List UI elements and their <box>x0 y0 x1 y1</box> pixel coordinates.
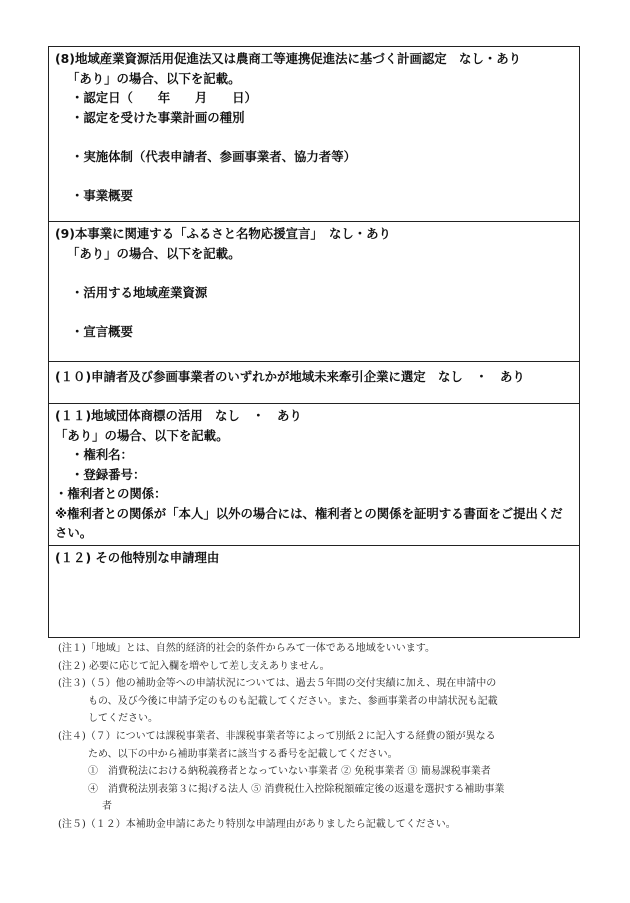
section-11-warning: ※権利者との関係が「本人」以外の場合には、権利者との関係を証明する書面をご提出ください。 <box>55 505 563 540</box>
footnotes <box>58 640 588 834</box>
section-9-declaration: ・宣言概要 <box>71 323 133 339</box>
section-9-if-yes: 「あり」の場合、以下を記載。 <box>67 245 241 261</box>
section-8-if-yes: 「あり」の場合、以下を記載。 <box>67 70 241 86</box>
application-form-table <box>48 46 580 638</box>
section-8-title: (8)地域産業資源活用促進法又は農商工等連携促進法に基づく計画認定 なし・あり <box>55 51 522 66</box>
note-2: (注２) 必要に応じて記入欄を増やして差し支えありません。 <box>58 660 330 672</box>
section-12 <box>49 545 579 637</box>
note-3-line-1: (注３)（５）他の補助金等への申請状況については、過去５年間の交付実績に加え、現在申請中の <box>58 678 497 690</box>
note-4-line-2: ため、以下の中から補助事業者に該当する番号を記載してください。 <box>88 748 398 760</box>
note-4-option-line-2: ④ 消費税法別表第３に掲げる法人 ⑤ 消費税仕入控除税額確定後の返還を選択する補助事業 <box>88 783 505 795</box>
note-3-line-3: してください。 <box>88 713 158 725</box>
section-11-right-name: ・権利名： <box>71 447 133 462</box>
note-4-line-1: (注４)（７）については課税事業者、非課税事業者等によって別紙２に記入する経費の額が異なる <box>58 730 496 742</box>
section-9 <box>49 221 579 361</box>
section-11-relation: ・権利者との関係： <box>55 486 167 501</box>
note-1: (注１)「地域」とは、自然的経済的社会的条件からみて一体である地域をいいます。 <box>58 643 436 654</box>
section-11-title: (１１)地域団体商標の活用 なし ・ あり <box>55 408 302 423</box>
note-4-option-line-1: ① 消費税法における納税義務者となっていない事業者 ② 免税事業者 ③ 簡易課税事業者 <box>88 766 491 778</box>
section-8-summary: ・事業概要 <box>71 187 133 203</box>
section-8 <box>49 47 579 221</box>
note-3-line-2: もの、及び今後に申請予定のものも記載してください。また、参画事業者の申請状況も記載 <box>88 695 498 707</box>
note-5: (注５)（１２）本補助金申請にあたり特別な申請理由がありましたら記載してください。 <box>58 818 456 830</box>
section-10 <box>49 361 579 403</box>
section-8-plan-type: ・認定を受けた事業計画の種別 <box>71 109 245 125</box>
section-9-title: (9)本事業に関連する「ふるさと名物応援宣言」 なし・あり <box>55 226 391 241</box>
section-10-title: (１０)申請者及び参画事業者のいずれかが地域未来牽引企業に選定 なし ・ あり <box>55 369 525 384</box>
section-8-cert-date: ・認定日（ 年 月 日） <box>71 90 257 105</box>
section-9-resource: ・活用する地域産業資源 <box>71 284 208 300</box>
section-11-registration-no: ・登録番号： <box>71 466 146 482</box>
section-11-if-yes: 「あり」の場合、以下を記載。 <box>55 427 229 443</box>
section-8-structure: ・実施体制（代表申請者、参画事業者、協力者等） <box>71 148 356 164</box>
section-11 <box>49 403 579 545</box>
section-12-title: (１２) その他特別な申請理由 <box>55 550 220 565</box>
note-4-option-line-3: 者 <box>102 801 112 813</box>
